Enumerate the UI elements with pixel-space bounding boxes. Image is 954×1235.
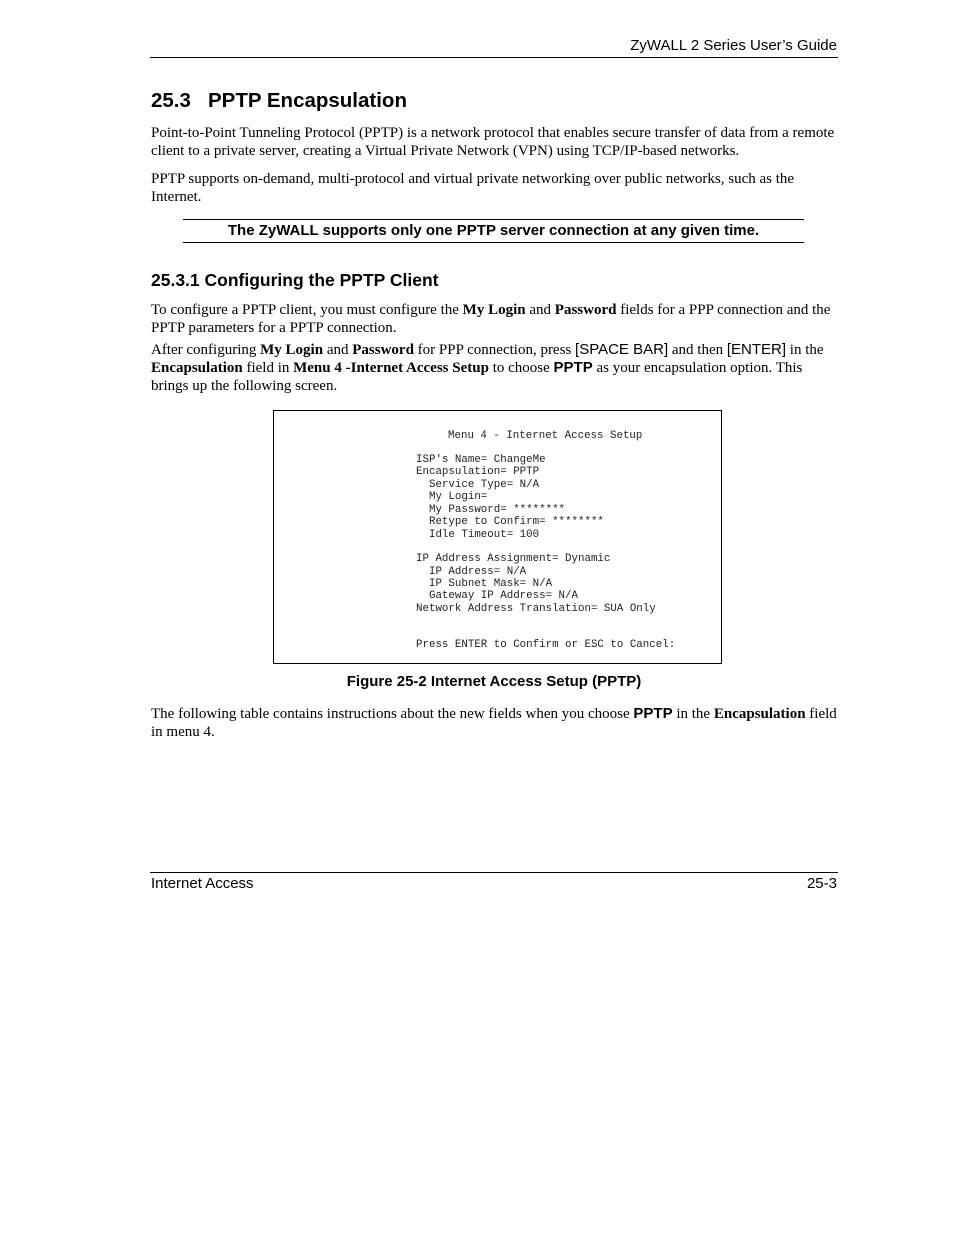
screen-prompt: Press ENTER to Confirm or ESC to Cancel: [416, 639, 676, 651]
text: and [525, 302, 555, 318]
text: as your encapsulation option. This brings up the following screen. [151, 360, 803, 394]
screen-line-service-type: Service Type= N/A [416, 479, 540, 491]
text: and then [668, 342, 727, 358]
header-divider [150, 57, 838, 58]
screen-line-my-password: My Password= ******** [416, 504, 566, 516]
screen-line-subnet-mask: IP Subnet Mask= N/A [416, 578, 553, 590]
section-number: 25.3 [151, 89, 191, 112]
screen-line-encapsulation: Encapsulation= PPTP [416, 466, 540, 478]
term-menu-4: Menu 4 -Internet Access Setup [293, 360, 489, 376]
screen-line-idle-timeout: Idle Timeout= 100 [416, 529, 540, 541]
footer-page-number: 25-3 [806, 875, 837, 892]
figure-caption: Figure 25-2 Internet Access Setup (PPTP) [346, 673, 642, 690]
screen-line-nat: Network Address Translation= SUA Only [416, 603, 656, 615]
text: in the [786, 342, 824, 358]
term-password: Password [352, 342, 414, 358]
term-encapsulation: Encapsulation [151, 360, 243, 376]
config-paragraph-1 [151, 301, 841, 337]
closing-paragraph [151, 705, 841, 741]
screen-line-ip-assignment: IP Address Assignment= Dynamic [416, 553, 611, 565]
term-password: Password [554, 302, 617, 318]
text: field in [242, 360, 294, 376]
text: in the [672, 706, 714, 722]
terminal-screen-figure [273, 410, 722, 664]
text: After configuring [151, 342, 261, 358]
screen-line-my-login: My Login= [416, 491, 488, 503]
text: to choose [488, 360, 554, 376]
screen-title: Menu 4 - Internet Access Setup [448, 430, 643, 442]
text: field in menu 4. [151, 706, 837, 740]
key-enter: [ENTER] [726, 341, 787, 358]
term-pptp: PPTP [553, 359, 593, 376]
footer-divider [150, 872, 838, 873]
note-box: The ZyWALL supports only one PPTP server connection at any given time. [183, 219, 804, 243]
screen-line-isp-name: ISP's Name= ChangeMe [416, 454, 546, 466]
screen-line-retype-confirm: Retype to Confirm= ******** [416, 516, 604, 528]
key-space-bar: [SPACE BAR] [575, 341, 669, 358]
config-paragraph-2 [151, 341, 841, 395]
screen-line-gateway: Gateway IP Address= N/A [416, 590, 578, 602]
term-my-login: My Login [260, 342, 324, 358]
text: To configure a PPTP client, you must configure the [151, 302, 463, 318]
text: and [323, 342, 353, 358]
intro-paragraph-2: PPTP supports on-demand, multi-protocol and virtual private networking over public networks, such as the Internet. [151, 171, 795, 205]
text: for PPP connection, press [413, 342, 576, 358]
section-title: PPTP Encapsulation [208, 89, 407, 112]
intro-paragraph-1: Point-to-Point Tunneling Protocol (PPTP) is a network protocol that enables secure transfer of data from a remote client to a private server, creating a Virtual Private Network (VPN) using TCP/IP-based networks. [151, 125, 835, 159]
term-pptp: PPTP [633, 705, 673, 722]
text: The following table contains instructions about the new fields when you choose [151, 706, 634, 722]
section-heading [151, 89, 407, 113]
screen-line-ip-address: IP Address= N/A [416, 566, 527, 578]
term-my-login: My Login [462, 302, 526, 318]
text: fields for a PPP connection and the PPTP parameters for a PPTP connection. [151, 302, 831, 336]
term-encapsulation: Encapsulation [713, 706, 806, 722]
subsection-heading: 25.3.1 Configuring the PPTP Client [151, 270, 439, 290]
running-header: ZyWALL 2 Series User’s Guide [630, 37, 837, 54]
footer-chapter: Internet Access [151, 875, 254, 892]
